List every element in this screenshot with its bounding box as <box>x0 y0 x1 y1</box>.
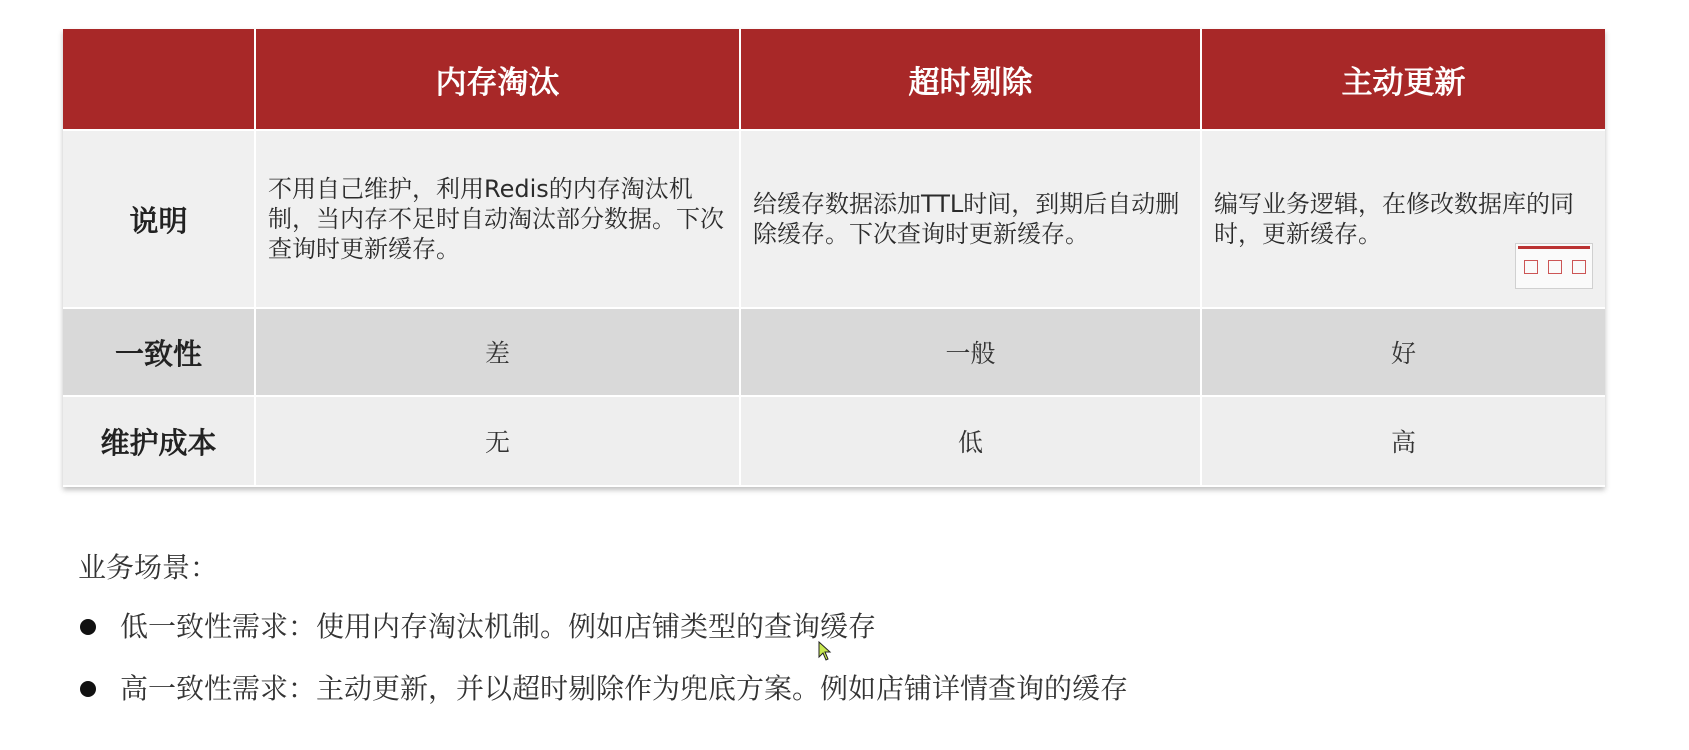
row-label-description: 说明 <box>63 130 255 308</box>
list-item <box>78 672 1128 706</box>
table-row <box>63 130 1605 308</box>
description-active-update: 编写业务逻辑，在修改数据库的同时，更新缓存。 <box>1214 190 1574 248</box>
table-row <box>63 308 1605 396</box>
mouse-cursor-icon <box>818 641 832 661</box>
list-item <box>78 610 1128 644</box>
table-row <box>63 396 1605 486</box>
consistency-memory-eviction: 差 <box>255 308 740 396</box>
cost-active-update: 高 <box>1201 396 1605 486</box>
comparison-table <box>63 29 1605 487</box>
row-label-maintenance-cost: 维护成本 <box>63 396 255 486</box>
scenario-title: 业务场景： <box>78 551 219 584</box>
cost-memory-eviction: 无 <box>255 396 740 486</box>
bullet-text: 高一致性需求：主动更新，并以超时剔除作为兜底方案。例如店铺详情查询的缓存 <box>120 672 1129 705</box>
description-timeout-removal: 给缓存数据添加TTL时间，到期后自动删除缓存。下次查询时更新缓存。 <box>740 130 1201 308</box>
bullet-text: 低一致性需求：使用内存淘汰机制。例如店铺类型的查询缓存 <box>120 610 877 643</box>
slide-thumbnail-image <box>1515 243 1593 289</box>
bullet-icon <box>80 619 96 635</box>
header-timeout-removal: 超时剔除 <box>740 29 1201 130</box>
consistency-active-update: 好 <box>1201 308 1605 396</box>
table-header-row <box>63 29 1605 130</box>
description-active-update-cell <box>1201 130 1605 308</box>
bullet-icon <box>80 681 96 697</box>
header-active-update: 主动更新 <box>1201 29 1605 130</box>
row-label-consistency: 一致性 <box>63 308 255 396</box>
description-memory-eviction: 不用自己维护，利用Redis的内存淘汰机制，当内存不足时自动淘汰部分数据。下次查询时更新缓存。 <box>255 130 740 308</box>
cost-timeout-removal: 低 <box>740 396 1201 486</box>
consistency-timeout-removal: 一般 <box>740 308 1201 396</box>
header-corner <box>63 29 255 130</box>
scenario-list <box>78 610 1128 734</box>
header-memory-eviction: 内存淘汰 <box>255 29 740 130</box>
